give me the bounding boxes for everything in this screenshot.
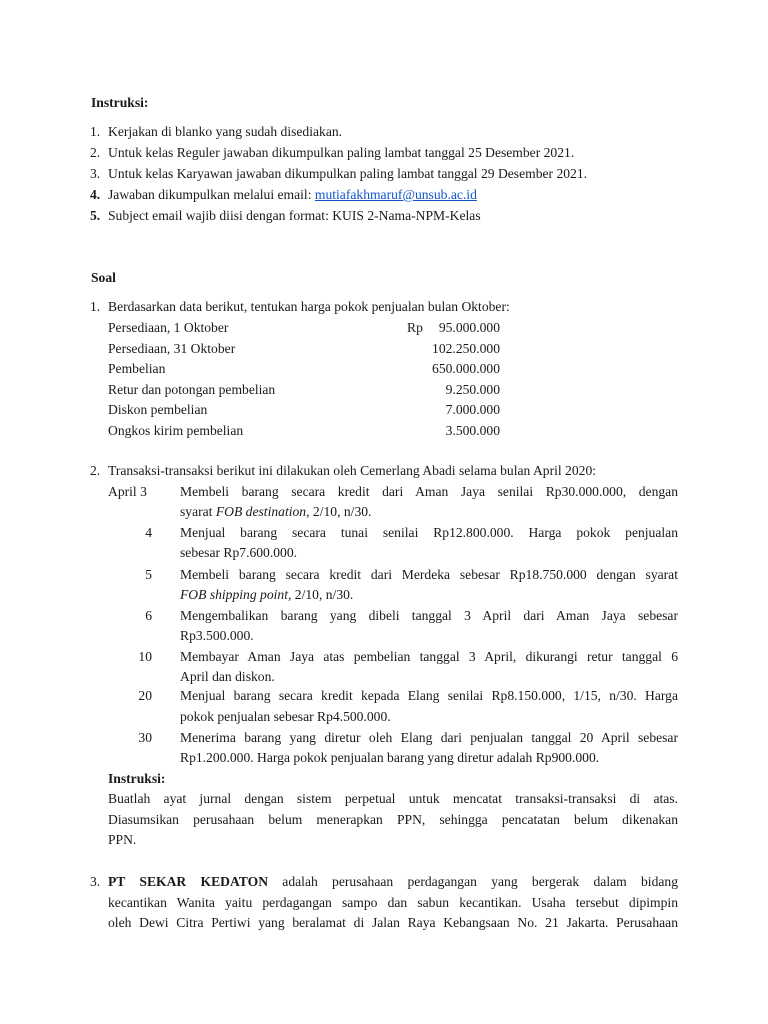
q1-row-value: 7.000.000	[445, 402, 500, 417]
q1-row-value: 95.000.000	[438, 320, 500, 335]
transaction-text: , 2/10, n/30.	[306, 504, 372, 519]
instruksi-item-4	[108, 185, 477, 205]
q1-row-label: Retur dan potongan pembelian	[108, 382, 276, 397]
q2-instruksi-line: Diasumsikan perusahaan belum menerapkan PPN, sehingga pencatatan belum dikenakan	[108, 812, 678, 827]
q1-row-currency: Rp	[407, 320, 423, 335]
soal-heading: Soal	[91, 270, 116, 285]
transaction-date: 30	[138, 730, 152, 745]
q2-instruksi-line: Buatlah ayat jurnal dengan sistem perpetual untuk mencatat transaksi-transaksi di atas.	[108, 791, 678, 806]
transaction-line: Menerima barang yang diretur oleh Elang dari penjualan tanggal 20 April sebesar	[180, 730, 678, 745]
q3-line: oleh Dewi Citra Pertiwi yang beralamat di Jalan Raya Kebangsaan No. 21 Jakarta. Perusahaan	[108, 915, 678, 930]
company-name: PT SEKAR KEDATON	[108, 874, 269, 889]
q1-row-value: 3.500.000	[445, 423, 500, 438]
q1-row-label: Persediaan, 1 Oktober	[108, 320, 229, 335]
q2-number: 2.	[90, 463, 101, 478]
transaction-term: FOB shipping point	[180, 587, 288, 602]
q1-row-label: Persediaan, 31 Oktober	[108, 341, 236, 356]
transaction-date: 6	[145, 608, 152, 623]
transaction-text: , 2/10, n/30.	[288, 587, 354, 602]
transaction-date: April 3	[108, 484, 147, 499]
email-link[interactable]: mutiafakhmaruf@unsub.ac.id	[314, 187, 477, 202]
instruksi-item-2: Untuk kelas Reguler jawaban dikumpulkan paling lambat tanggal 25 Desember 2021.	[108, 145, 575, 160]
transaction-line: Rp1.200.000. Harga pokok penjualan barang yang diretur adalah Rp900.000.	[180, 750, 600, 765]
transaction-line	[180, 502, 371, 522]
transaction-line: Mengembalikan barang yang dibeli tanggal 3 April dari Aman Jaya sebesar	[180, 608, 678, 623]
q3-number: 3.	[90, 874, 101, 889]
q2-intro: Transaksi-transaksi berikut ini dilakukan oleh Cemerlang Abadi selama bulan April 2020:	[108, 463, 597, 478]
transaction-line: Membeli barang secara kredit dari Merdeka sebesar Rp18.750.000 dengan syarat	[180, 567, 678, 582]
q1-row-label: Diskon pembelian	[108, 402, 208, 417]
instruksi-num-2: 2.	[90, 145, 101, 160]
instruksi-num-1: 1.	[90, 124, 101, 139]
q1-intro: Berdasarkan data berikut, tentukan harga pokok penjualan bulan Oktober:	[108, 299, 510, 314]
transaction-date: 10	[138, 649, 152, 664]
transaction-line: April dan diskon.	[180, 669, 275, 684]
transaction-date: 4	[145, 525, 152, 540]
q3-line: kecantikan Wanita yaitu perdagangan sampo dan sabun kecantikan. Usaha tersebut dipimpin	[108, 895, 678, 910]
q3-line	[108, 872, 678, 892]
transaction-line: Menjual barang secara tunai senilai Rp12.800.000. Harga pokok penjualan	[180, 525, 678, 540]
transaction-line: Menjual barang secara kredit kepada Elang senilai Rp8.150.000, 1/15, n/30. Harga	[180, 688, 678, 703]
transaction-text: syarat	[180, 504, 216, 519]
instruksi-num-3: 3.	[90, 166, 101, 181]
transaction-date: 5	[145, 567, 152, 582]
transaction-line: Membayar Aman Jaya atas pembelian tanggal 3 April, dikurangi retur tanggal 6	[180, 649, 678, 664]
instruksi-num-5: 5.	[90, 208, 101, 223]
transaction-line	[180, 585, 353, 605]
instruksi-num-4: 4.	[90, 187, 101, 202]
q1-number: 1.	[90, 299, 101, 314]
transaction-line: Membeli barang secara kredit dari Aman Jaya senilai Rp30.000.000, dengan	[180, 484, 678, 499]
q1-row-label: Pembelian	[108, 361, 166, 376]
transaction-line: sebesar Rp7.600.000.	[180, 545, 298, 560]
q2-instruksi-heading: Instruksi:	[108, 771, 166, 786]
q1-row-value: 650.000.000	[432, 361, 500, 376]
transaction-date: 20	[138, 688, 152, 703]
instruksi-item-5: Subject email wajib diisi dengan format: KUIS 2-Nama-NPM-Kelas	[108, 208, 481, 223]
instruksi-item-4-text: Jawaban dikumpulkan melalui email:	[108, 187, 315, 202]
instruksi-heading: Instruksi:	[91, 95, 149, 110]
transaction-line: pokok penjualan sebesar Rp4.500.000.	[180, 709, 391, 724]
q3-line1-text: adalah perusahaan perdagangan yang bergerak dalam bidang	[268, 874, 679, 889]
q1-row-value: 102.250.000	[432, 341, 500, 356]
q2-instruksi-line: PPN.	[108, 832, 137, 847]
transaction-line: Rp3.500.000.	[180, 628, 254, 643]
instruksi-item-3: Untuk kelas Karyawan jawaban dikumpulkan paling lambat tanggal 29 Desember 2021.	[108, 166, 588, 181]
transaction-term: FOB destination	[215, 504, 307, 519]
instruksi-item-1: Kerjakan di blanko yang sudah disediakan.	[108, 124, 343, 139]
q1-row-value: 9.250.000	[445, 382, 500, 397]
q1-row-label: Ongkos kirim pembelian	[108, 423, 244, 438]
